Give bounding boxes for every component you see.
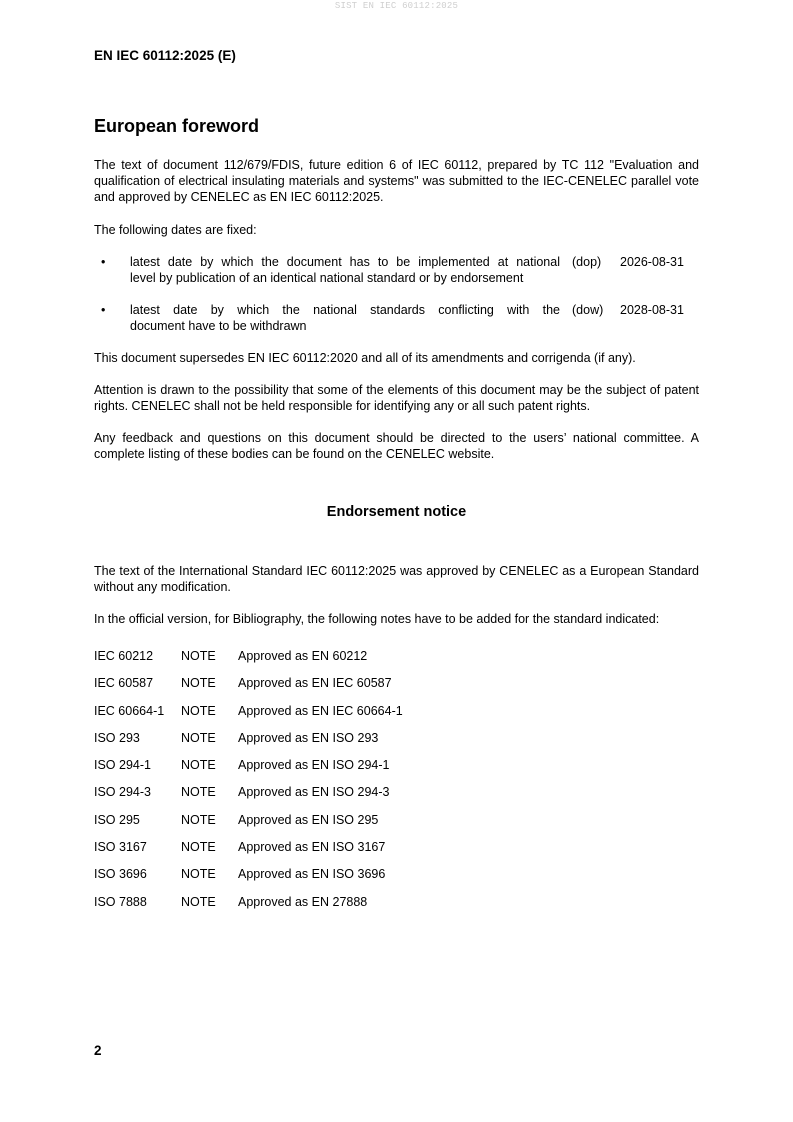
document-header: EN IEC 60112:2025 (E) [94, 48, 236, 63]
date-item-line: latest date by which the national standards conflicting with the [130, 303, 560, 317]
note-text: Approved as EN ISO 293 [238, 730, 379, 745]
note-row [94, 649, 594, 676]
note-standard: ISO 294-1 [94, 758, 151, 773]
date-item-text [130, 302, 560, 334]
note-text: Approved as EN IEC 60664-1 [238, 703, 403, 718]
watermark: SIST EN IEC 60112:2025 [334, 1, 459, 11]
date-value: 2028-08-31 [620, 303, 684, 317]
note-text: Approved as EN ISO 295 [238, 812, 379, 827]
foreword-intro: The text of document 112/679/FDIS, future edition 6 of IEC 60112, prepared by TC 112 "Evaluation and qualification of electrical insulating materials and systems" was submitted to the IEC-CENELEC parallel vote and approved by CENELEC as EN IEC 60112:2025. [94, 158, 699, 204]
note-label: NOTE [181, 867, 216, 882]
note-row [94, 676, 594, 703]
note-row [94, 785, 594, 812]
note-text: Approved as EN ISO 3167 [238, 840, 386, 855]
note-standard: ISO 293 [94, 730, 140, 745]
date-item-line: level by publication of an identical national standard or by endorsement [130, 271, 524, 285]
date-value: 2026-08-31 [620, 255, 684, 269]
note-label: NOTE [181, 785, 216, 800]
note-row [94, 731, 594, 758]
note-label: NOTE [181, 894, 216, 909]
note-row [94, 758, 594, 785]
bibliography-intro: In the official version, for Bibliography, the following notes have to be added for the standard indicated: [94, 612, 660, 626]
note-standard: IEC 60664-1 [94, 703, 165, 718]
note-text: Approved as EN 60212 [238, 649, 368, 663]
note-standard: ISO 294-3 [94, 785, 151, 800]
patent-paragraph: Attention is drawn to the possibility that some of the elements of this document may be the subject of patent rights. CENELEC shall not be held responsible for identifying any or all such patent rights. [94, 383, 699, 413]
supersedes-paragraph: This document supersedes EN IEC 60112:2020 and all of its amendments and corrigenda (if any). [94, 351, 636, 365]
date-item-line: document have to be withdrawn [130, 319, 307, 333]
note-standard: ISO 295 [94, 812, 140, 827]
note-label: NOTE [181, 840, 216, 855]
note-standard: ISO 3696 [94, 867, 147, 882]
note-label: NOTE [181, 758, 216, 773]
note-row [94, 895, 594, 922]
note-text: Approved as EN 27888 [238, 894, 368, 909]
note-text: Approved as EN IEC 60587 [238, 676, 392, 691]
note-label: NOTE [181, 730, 216, 745]
note-row [94, 704, 594, 731]
date-item-line: latest date by which the document has to be implemented at national [130, 255, 560, 269]
date-item-text [130, 254, 560, 286]
note-row [94, 813, 594, 840]
endorsement-title: Endorsement notice [326, 504, 467, 520]
note-label: NOTE [181, 649, 216, 663]
note-standard: ISO 7888 [94, 894, 147, 909]
endorsement-text: The text of the International Standard IEC 60112:2025 was approved by CENELEC as a European Standard without any modification. [94, 564, 699, 594]
note-label: NOTE [181, 676, 216, 691]
note-row [94, 867, 594, 894]
foreword-title: European foreword [94, 116, 260, 136]
page-number: 2 [94, 1043, 102, 1058]
note-text: Approved as EN ISO 3696 [238, 867, 386, 882]
note-standard: IEC 60587 [94, 676, 154, 691]
note-label: NOTE [181, 812, 216, 827]
dates-intro: The following dates are fixed: [94, 223, 257, 237]
note-row [94, 840, 594, 867]
bullet-icon: • [101, 255, 106, 269]
date-code: (dow) [572, 303, 604, 317]
bullet-icon: • [101, 303, 106, 317]
bibliography-notes [94, 649, 594, 922]
date-code: (dop) [572, 255, 602, 269]
note-standard: ISO 3167 [94, 840, 147, 855]
note-text: Approved as EN ISO 294-1 [238, 758, 390, 773]
feedback-paragraph: Any feedback and questions on this document should be directed to the users’ national committee. A complete listing of these bodies can be found on the CENELEC website. [94, 431, 699, 461]
note-text: Approved as EN ISO 294-3 [238, 785, 390, 800]
note-standard: IEC 60212 [94, 649, 154, 663]
note-label: NOTE [181, 703, 216, 718]
